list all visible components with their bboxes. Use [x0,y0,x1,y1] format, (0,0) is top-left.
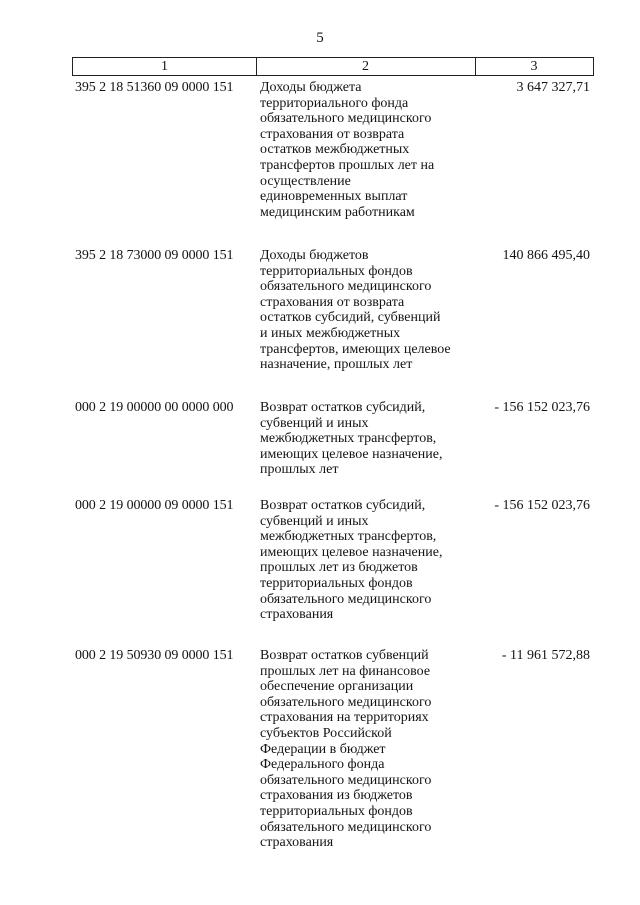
budget-code: 395 2 18 51360 09 0000 151 [75,80,234,95]
description-line: обязательного медицинского [260,772,432,788]
description-line: Возврат остатков субсидий, [260,400,426,415]
description-line: субвенций и иных [260,513,369,529]
description-line: территориальных фондов [260,263,413,279]
description-line: территориальных фондов [260,803,413,819]
budget-amount: 140 866 495,40 [502,248,590,263]
description-line: межбюджетных трансфертов, [260,529,437,545]
description-line: остатков межбюджетных [260,142,410,158]
description-line: страхования от возврата [260,126,405,142]
description-line: субъектов Российской [260,725,392,741]
page-number: 5 [316,30,324,46]
budget-description [260,80,480,220]
description-line: территориальных фондов [260,575,413,591]
budget-code: 000 2 19 50930 09 0000 151 [75,648,234,663]
budget-code: 395 2 18 73000 09 0000 151 [75,248,234,263]
description-line: Доходы бюджетов [260,248,369,263]
description-line: прошлых лет на финансовое [260,663,431,679]
column-header-1: 1 [73,58,257,75]
budget-amount: - 156 152 023,76 [494,400,590,415]
description-line: обязательного медицинского [260,694,432,710]
description-line: Доходы бюджета [260,80,362,95]
description-line: и иных межбюджетных [260,325,401,341]
budget-code: 000 2 19 00000 00 0000 000 [75,400,234,415]
description-line: Федерального фонда [260,757,385,773]
description-line: обязательного медицинского [260,591,432,607]
budget-code: 000 2 19 00000 09 0000 151 [75,498,234,513]
description-line: прошлых лет из бюджетов [260,560,418,576]
table-header-row [72,57,594,76]
description-line: обязательного медицинского [260,279,432,295]
budget-amount: 3 647 327,71 [516,80,590,95]
budget-description [260,648,480,851]
description-line: трансфертов, имеющих целевое [260,341,451,357]
description-line: единовременных выплат [260,189,408,205]
description-line: межбюджетных трансфертов, [260,431,437,447]
description-line: осуществление [260,173,351,189]
description-line: остатков субсидий, субвенций [260,310,441,326]
description-line: субвенций и иных [260,415,369,431]
description-line: страхования от возврата [260,294,405,310]
description-line: обеспечение организации [260,679,414,695]
description-line: страхования из бюджетов [260,788,413,804]
budget-description [260,248,480,373]
column-header-3: 3 [530,59,538,74]
description-line: имеющих целевое назначение, [260,446,443,462]
description-line: трансфертов прошлых лет на [260,157,435,173]
description-line: страхования [260,835,334,851]
budget-amount: - 11 961 572,88 [501,648,590,663]
description-line: обязательного медицинского [260,819,432,835]
description-line: территориального фонда [260,95,409,111]
description-line: обязательного медицинского [260,111,432,127]
description-line: Возврат остатков субсидий, [260,498,426,513]
budget-description [260,498,480,623]
budget-description [260,400,480,478]
description-line: Возврат остатков субвенций [260,648,429,663]
description-line: страхования [260,607,334,623]
description-line: Федерации в бюджет [260,741,386,757]
budget-amount: - 156 152 023,76 [494,498,590,513]
description-line: медицинским работникам [260,204,415,220]
description-line: страхования на территориях [260,710,429,726]
description-line: назначение, прошлых лет [260,357,413,373]
description-line: имеющих целевое назначение, [260,544,443,560]
description-line: прошлых лет [260,462,339,478]
column-header-2: 2 [256,58,476,75]
